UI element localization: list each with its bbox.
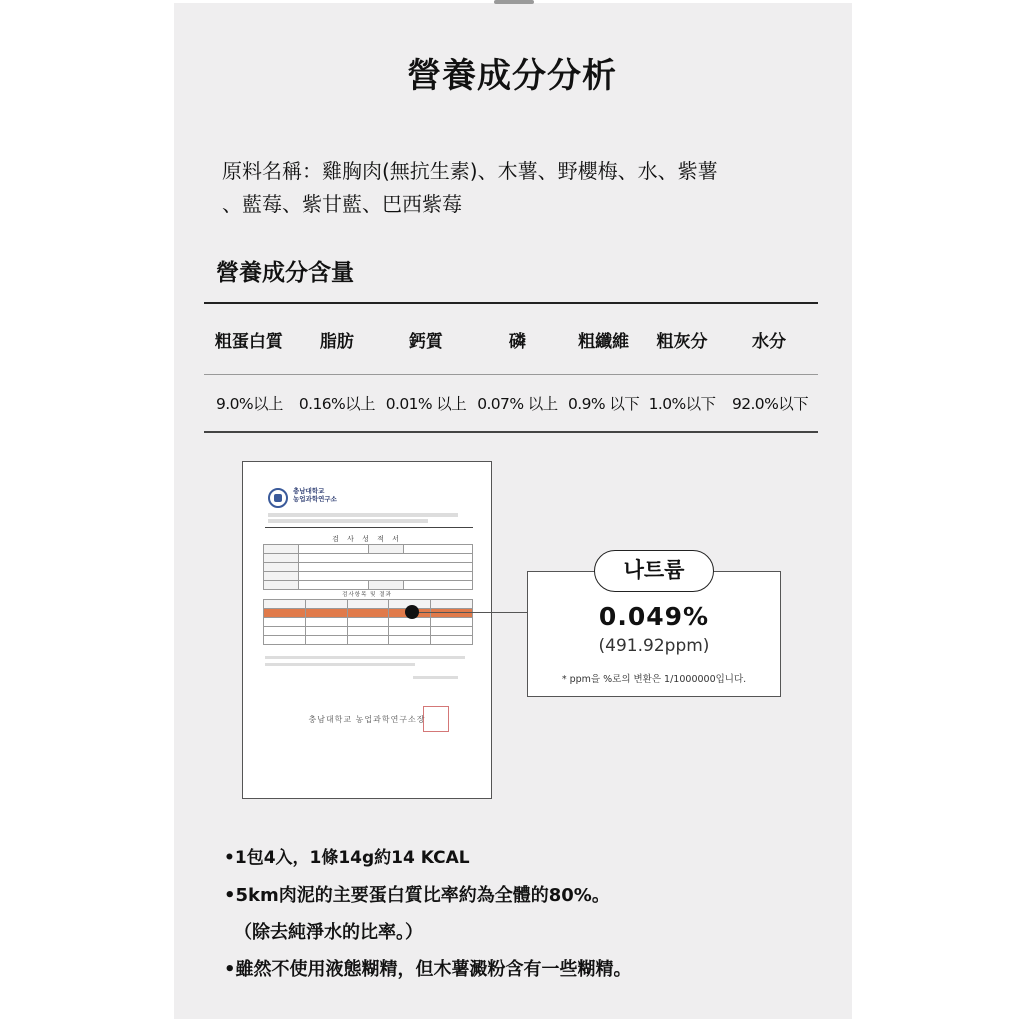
test-certificate-document [242,461,492,799]
sodium-label-pill: 나트륨 [594,550,714,592]
value-crude-ash: 1.0%以下 [644,375,720,433]
header-fat: 脂肪 [294,303,381,375]
certificate-title: 검 사 성 적 서 [332,535,402,543]
certificate-institution: 충남대학교 농업과학연구소 [293,487,337,503]
certificate-date-line [413,676,458,679]
header-phosphorus: 磷 [472,303,563,375]
callout-pointer-dot [405,605,419,619]
nutrition-header-row [204,303,818,375]
certificate-notes [265,654,475,666]
sodium-footnote: * ppm을 %로의 변환은 1/1000000입니다. [561,674,747,685]
header-crude-fiber: 粗纖維 [563,303,644,375]
official-seal-stamp [423,706,449,732]
value-phosphorus: 0.07% 以上 [472,375,563,433]
callout-connector-line [412,612,528,613]
certificate-info-grid [263,544,473,590]
product-notes-list [224,840,824,988]
ingredients-line-2: 、藍莓、紫甘藍、巴西紫莓 [222,192,462,216]
bullet-item: （除去純淨水的比率。） [234,922,423,943]
value-moisture: 92.0%以下 [720,375,818,433]
header-crude-ash: 粗灰分 [644,303,720,375]
header-moisture: 水分 [720,303,818,375]
bullet-item: •1包4入，1條14g約14 KCAL [224,848,470,868]
ingredients-text [222,155,782,221]
header-crude-protein: 粗蛋白質 [204,303,294,375]
certificate-address-lines [268,512,478,523]
certificate-signer: 충남대학교 농업과학연구소장 [308,715,426,724]
bullet-item: •雖然不使用液態糊精，但木薯澱粉含有一些糊精。 [224,959,632,980]
nutrition-table [204,302,818,433]
value-calcium: 0.01% 以上 [380,375,471,433]
university-logo [268,488,288,508]
certificate-divider [265,527,473,528]
page-title: 營養成分分析 [407,56,617,96]
value-crude-fiber: 0.9% 以下 [563,375,644,433]
header-calcium: 鈣質 [380,303,471,375]
scroll-indicator [494,0,534,4]
certificate-highlighted-result-row [264,609,473,618]
nutrition-section-title: 營養成分含量 [216,260,354,286]
sodium-percent: 0.049% [598,602,710,631]
nutrition-value-row [204,375,818,433]
sodium-ppm: (491.92ppm) [598,636,710,656]
certificate-section-title: 검사항목 및 결과 [342,592,392,598]
bullet-item: •5km肉泥的主要蛋白質比率約為全體的80%。 [224,885,610,906]
value-fat: 0.16%以上 [294,375,381,433]
value-crude-protein: 9.0%以上 [204,375,294,433]
certificate-results-grid [263,599,473,645]
ingredients-line-1: 原料名稱：雞胸肉(無抗生素)、木薯、野櫻梅、水、紫薯 [222,159,718,183]
